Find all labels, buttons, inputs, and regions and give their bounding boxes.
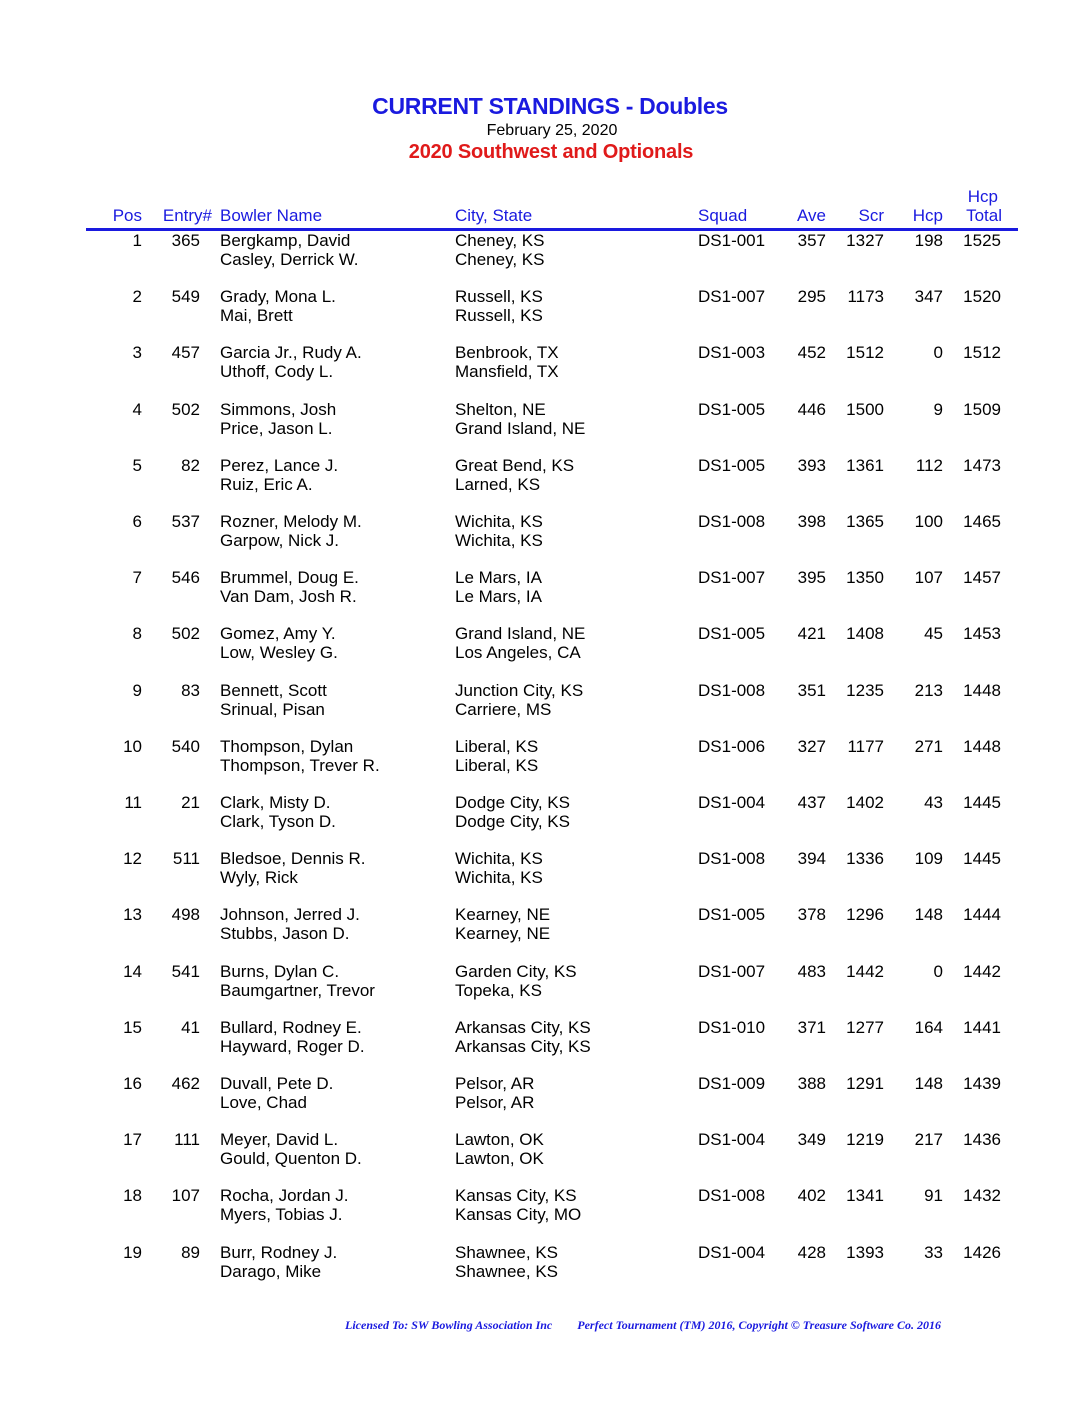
cell-pos: 3 bbox=[132, 343, 142, 363]
cell-ave: 483 bbox=[797, 961, 826, 981]
cell-pos: 15 bbox=[123, 1017, 142, 1037]
cell-total: 1457 bbox=[963, 568, 1001, 588]
column-header-pos: Pos bbox=[112, 206, 142, 225]
cell-squad: DS1-008 bbox=[698, 849, 766, 869]
cell-entry: 540 bbox=[171, 736, 200, 756]
cell-scr: 1512 bbox=[846, 343, 884, 363]
cell-hcp: 0 bbox=[933, 343, 943, 363]
cell-hcp: 213 bbox=[914, 680, 943, 700]
cell-scr: 1277 bbox=[846, 1017, 884, 1037]
cell-city-state: Liberal, KS bbox=[455, 755, 539, 775]
cell-bowler-name: Darago, Mike bbox=[220, 1261, 322, 1281]
cell-ave: 402 bbox=[797, 1186, 826, 1206]
cell-bowler-name: Garcia Jr., Rudy A. bbox=[220, 343, 362, 363]
cell-scr: 1177 bbox=[847, 736, 884, 756]
cell-bowler-name: Wyly, Rick bbox=[220, 868, 298, 888]
cell-entry: 541 bbox=[171, 961, 200, 981]
footer bbox=[345, 1318, 941, 1333]
cell-city-state: Mansfield, TX bbox=[455, 362, 559, 382]
cell-ave: 446 bbox=[797, 399, 826, 419]
cell-total: 1445 bbox=[963, 849, 1001, 869]
cell-scr: 1500 bbox=[846, 399, 884, 419]
cell-scr: 1173 bbox=[847, 287, 884, 307]
column-header-total: Total bbox=[966, 206, 1002, 225]
cell-pos: 17 bbox=[123, 1130, 142, 1150]
cell-hcp: 198 bbox=[914, 231, 943, 250]
cell-ave: 437 bbox=[797, 793, 826, 812]
cell-city-state: Los Angeles, CA bbox=[455, 643, 581, 663]
cell-squad: DS1-004 bbox=[698, 1130, 766, 1150]
cell-pos: 16 bbox=[123, 1074, 142, 1093]
cell-bowler-name: Duvall, Pete D. bbox=[220, 1074, 334, 1093]
cell-squad: DS1-005 bbox=[698, 455, 766, 475]
cell-bowler-name: Thompson, Dylan bbox=[220, 736, 354, 756]
cell-bowler-name: Brummel, Doug E. bbox=[220, 568, 359, 588]
cell-city-state: Kearney, NE bbox=[455, 905, 551, 925]
cell-total: 1512 bbox=[963, 343, 1001, 363]
cell-bowler-name: Clark, Misty D. bbox=[220, 793, 331, 812]
cell-bowler-name: Baumgartner, Trevor bbox=[220, 980, 375, 1000]
cell-city-state: Wichita, KS bbox=[455, 868, 543, 888]
cell-bowler-name: Bledsoe, Dennis R. bbox=[220, 849, 366, 869]
cell-city-state: Arkansas City, KS bbox=[455, 1017, 591, 1037]
cell-entry: 546 bbox=[171, 568, 200, 588]
cell-entry: 21 bbox=[181, 793, 200, 812]
cell-total: 1432 bbox=[963, 1186, 1001, 1206]
cell-pos: 5 bbox=[132, 455, 142, 475]
cell-pos: 11 bbox=[124, 793, 142, 812]
cell-entry: 498 bbox=[171, 905, 200, 925]
cell-bowler-name: Burr, Rodney J. bbox=[220, 1242, 338, 1262]
cell-hcp: 271 bbox=[914, 736, 943, 756]
cell-bowler-name: Bennett, Scott bbox=[220, 680, 327, 700]
cell-hcp: 91 bbox=[924, 1186, 943, 1206]
cell-hcp: 100 bbox=[914, 512, 943, 531]
cell-city-state: Topeka, KS bbox=[455, 980, 542, 1000]
cell-bowler-name: Hayward, Roger D. bbox=[220, 1036, 365, 1056]
column-header-entry: Entry# bbox=[162, 206, 212, 225]
cell-squad: DS1-005 bbox=[698, 399, 766, 419]
cell-city-state: Arkansas City, KS bbox=[455, 1036, 591, 1056]
cell-entry: 457 bbox=[171, 343, 200, 363]
cell-pos: 4 bbox=[132, 399, 142, 419]
cell-total: 1473 bbox=[963, 455, 1001, 475]
cell-city-state: Dodge City, KS bbox=[455, 793, 570, 812]
cell-bowler-name: Low, Wesley G. bbox=[220, 643, 338, 663]
cell-entry: 111 bbox=[174, 1130, 200, 1150]
cell-total: 1445 bbox=[963, 793, 1001, 812]
cell-entry: 41 bbox=[181, 1017, 200, 1037]
cell-city-state: Kansas City, KS bbox=[455, 1186, 577, 1206]
cell-entry: 107 bbox=[171, 1186, 200, 1206]
cell-hcp: 43 bbox=[924, 793, 943, 812]
cell-ave: 351 bbox=[797, 680, 826, 700]
cell-ave: 327 bbox=[797, 736, 826, 756]
cell-city-state: Cheney, KS bbox=[455, 231, 545, 250]
cell-squad: DS1-008 bbox=[698, 680, 766, 700]
cell-total: 1426 bbox=[963, 1242, 1001, 1262]
cell-hcp: 112 bbox=[915, 455, 943, 475]
cell-bowler-name: Bullard, Rodney E. bbox=[220, 1017, 362, 1037]
cell-squad: DS1-007 bbox=[698, 568, 766, 588]
cell-entry: 82 bbox=[181, 455, 200, 475]
cell-hcp: 45 bbox=[924, 624, 943, 644]
cell-entry: 365 bbox=[171, 231, 200, 250]
cell-bowler-name: Clark, Tyson D. bbox=[220, 812, 336, 831]
cell-bowler-name: Garpow, Nick J. bbox=[220, 531, 340, 550]
column-header-city: City, State bbox=[455, 206, 533, 225]
page-title: CURRENT STANDINGS - Doubles bbox=[372, 93, 728, 119]
cell-bowler-name: Perez, Lance J. bbox=[220, 455, 339, 475]
cell-hcp: 148 bbox=[914, 1074, 943, 1093]
footer-license: Licensed To: SW Bowling Association Inc bbox=[345, 1318, 553, 1332]
cell-squad: DS1-005 bbox=[698, 624, 766, 644]
cell-bowler-name: Van Dam, Josh R. bbox=[220, 587, 357, 607]
cell-scr: 1393 bbox=[846, 1242, 884, 1262]
cell-hcp: 148 bbox=[914, 905, 943, 925]
cell-city-state: Wichita, KS bbox=[455, 531, 543, 550]
cell-hcp: 347 bbox=[914, 287, 943, 307]
column-header-squad: Squad bbox=[698, 206, 748, 225]
tournament-name: 2020 Southwest and Optionals bbox=[408, 141, 694, 163]
cell-city-state: Pelsor, AR bbox=[455, 1074, 535, 1093]
cell-city-state: Grand Island, NE bbox=[455, 624, 586, 644]
cell-city-state: Pelsor, AR bbox=[455, 1093, 535, 1112]
cell-bowler-name: Meyer, David L. bbox=[220, 1130, 339, 1150]
cell-bowler-name: Grady, Mona L. bbox=[220, 287, 336, 307]
cell-scr: 1408 bbox=[846, 624, 884, 644]
cell-total: 1436 bbox=[963, 1130, 1001, 1150]
cell-city-state: Benbrook, TX bbox=[455, 343, 559, 363]
cell-city-state: Le Mars, IA bbox=[455, 587, 542, 607]
cell-pos: 13 bbox=[123, 905, 142, 925]
cell-ave: 378 bbox=[797, 905, 826, 925]
cell-ave: 393 bbox=[797, 455, 826, 475]
cell-bowler-name: Price, Jason L. bbox=[220, 418, 333, 438]
cell-total: 1520 bbox=[963, 287, 1001, 307]
cell-entry: 462 bbox=[171, 1074, 200, 1093]
cell-ave: 349 bbox=[797, 1130, 826, 1150]
cell-city-state: Carriere, MS bbox=[455, 699, 552, 719]
cell-pos: 18 bbox=[123, 1186, 142, 1206]
cell-city-state: Larned, KS bbox=[455, 474, 541, 494]
cell-pos: 19 bbox=[123, 1242, 142, 1262]
cell-entry: 502 bbox=[171, 399, 200, 419]
cell-squad: DS1-009 bbox=[698, 1074, 766, 1093]
cell-city-state: Garden City, KS bbox=[455, 961, 577, 981]
cell-scr: 1442 bbox=[846, 961, 884, 981]
footer-copyright: Perfect Tournament (TM) 2016, Copyright © Treasure Software Co. 2016 bbox=[577, 1318, 942, 1332]
cell-total: 1444 bbox=[963, 905, 1001, 925]
cell-hcp: 33 bbox=[924, 1242, 943, 1262]
cell-city-state: Liberal, KS bbox=[455, 736, 539, 756]
cell-hcp: 107 bbox=[914, 568, 943, 588]
cell-scr: 1361 bbox=[846, 455, 884, 475]
cell-bowler-name: Uthoff, Cody L. bbox=[220, 362, 334, 382]
cell-scr: 1235 bbox=[846, 680, 884, 700]
cell-squad: DS1-010 bbox=[698, 1017, 766, 1037]
cell-city-state: Russell, KS bbox=[455, 287, 543, 307]
cell-squad: DS1-008 bbox=[698, 1186, 766, 1206]
cell-city-state: Cheney, KS bbox=[455, 250, 545, 269]
cell-bowler-name: Mai, Brett bbox=[220, 306, 293, 326]
cell-ave: 398 bbox=[797, 512, 826, 531]
cell-entry: 502 bbox=[171, 624, 200, 644]
cell-bowler-name: Srinual, Pisan bbox=[220, 699, 325, 719]
cell-ave: 371 bbox=[797, 1017, 826, 1037]
cell-squad: DS1-007 bbox=[698, 287, 766, 307]
cell-ave: 357 bbox=[797, 231, 826, 250]
cell-scr: 1350 bbox=[846, 568, 884, 588]
cell-ave: 428 bbox=[797, 1242, 826, 1262]
cell-city-state: Lawton, OK bbox=[455, 1149, 544, 1169]
cell-total: 1448 bbox=[963, 680, 1001, 700]
cell-scr: 1336 bbox=[846, 849, 884, 869]
cell-hcp: 9 bbox=[933, 399, 943, 419]
cell-squad: DS1-003 bbox=[698, 343, 766, 363]
cell-squad: DS1-005 bbox=[698, 905, 766, 925]
cell-scr: 1327 bbox=[846, 231, 884, 250]
cell-ave: 394 bbox=[797, 849, 826, 869]
cell-scr: 1219 bbox=[846, 1130, 884, 1150]
cell-city-state: Grand Island, NE bbox=[455, 418, 586, 438]
cell-pos: 7 bbox=[132, 568, 142, 588]
cell-city-state: Lawton, OK bbox=[455, 1130, 544, 1150]
cell-ave: 452 bbox=[797, 343, 826, 363]
cell-scr: 1365 bbox=[846, 512, 884, 531]
cell-bowler-name: Simmons, Josh bbox=[220, 399, 337, 419]
cell-city-state: Junction City, KS bbox=[455, 680, 584, 700]
report-date: February 25, 2020 bbox=[486, 122, 618, 139]
cell-total: 1465 bbox=[963, 512, 1001, 531]
cell-city-state: Shelton, NE bbox=[455, 399, 546, 419]
cell-city-state: Russell, KS bbox=[455, 306, 543, 326]
cell-city-state: Shawnee, KS bbox=[455, 1242, 559, 1262]
cell-hcp: 164 bbox=[914, 1017, 943, 1037]
cell-scr: 1341 bbox=[846, 1186, 884, 1206]
cell-pos: 8 bbox=[132, 624, 142, 644]
cell-bowler-name: Stubbs, Jason D. bbox=[220, 924, 350, 944]
cell-bowler-name: Ruiz, Eric A. bbox=[220, 474, 313, 494]
cell-hcp: 0 bbox=[933, 961, 943, 981]
cell-pos: 14 bbox=[123, 961, 142, 981]
cell-pos: 1 bbox=[132, 231, 142, 250]
cell-total: 1441 bbox=[963, 1017, 1001, 1037]
cell-scr: 1402 bbox=[846, 793, 884, 812]
cell-scr: 1291 bbox=[846, 1074, 884, 1093]
cell-ave: 388 bbox=[797, 1074, 826, 1093]
cell-total: 1448 bbox=[963, 736, 1001, 756]
cell-city-state: Dodge City, KS bbox=[455, 812, 570, 831]
cell-city-state: Wichita, KS bbox=[455, 849, 543, 869]
cell-city-state: Shawnee, KS bbox=[455, 1261, 559, 1281]
cell-pos: 2 bbox=[132, 287, 142, 307]
cell-bowler-name: Burns, Dylan C. bbox=[220, 961, 340, 981]
cell-bowler-name: Myers, Tobias J. bbox=[220, 1205, 343, 1225]
cell-squad: DS1-004 bbox=[698, 793, 766, 812]
cell-squad: DS1-008 bbox=[698, 512, 766, 531]
cell-bowler-name: Johnson, Jerred J. bbox=[220, 905, 360, 925]
cell-city-state: Le Mars, IA bbox=[455, 568, 542, 588]
cell-bowler-name: Rocha, Jordan J. bbox=[220, 1186, 349, 1206]
cell-total: 1439 bbox=[963, 1074, 1001, 1093]
cell-entry: 89 bbox=[181, 1242, 200, 1262]
column-header-scr: Scr bbox=[858, 206, 884, 225]
cell-pos: 10 bbox=[123, 736, 142, 756]
cell-ave: 295 bbox=[797, 287, 826, 307]
cell-entry: 537 bbox=[171, 512, 200, 531]
cell-entry: 83 bbox=[181, 680, 200, 700]
cell-bowler-name: Gomez, Amy Y. bbox=[220, 624, 336, 644]
cell-squad: DS1-006 bbox=[698, 736, 766, 756]
cell-city-state: Kearney, NE bbox=[455, 924, 551, 944]
cell-squad: DS1-004 bbox=[698, 1242, 766, 1262]
cell-total: 1453 bbox=[963, 624, 1001, 644]
cell-ave: 395 bbox=[797, 568, 826, 588]
cell-total: 1509 bbox=[963, 399, 1001, 419]
cell-city-state: Great Bend, KS bbox=[455, 455, 575, 475]
cell-total: 1442 bbox=[963, 961, 1001, 981]
cell-bowler-name: Rozner, Melody M. bbox=[220, 512, 362, 531]
cell-hcp: 109 bbox=[914, 849, 943, 869]
cell-squad: DS1-007 bbox=[698, 961, 766, 981]
cell-bowler-name: Bergkamp, David bbox=[220, 231, 351, 250]
column-header-bowler: Bowler Name bbox=[220, 206, 323, 225]
cell-total: 1525 bbox=[963, 231, 1001, 250]
cell-city-state: Wichita, KS bbox=[455, 512, 543, 531]
cell-pos: 12 bbox=[123, 849, 142, 869]
cell-entry: 511 bbox=[172, 849, 200, 869]
cell-ave: 421 bbox=[797, 624, 826, 644]
cell-bowler-name: Casley, Derrick W. bbox=[220, 250, 359, 269]
cell-scr: 1296 bbox=[846, 905, 884, 925]
cell-pos: 6 bbox=[132, 512, 142, 531]
cell-squad: DS1-001 bbox=[698, 231, 766, 250]
cell-bowler-name: Love, Chad bbox=[220, 1093, 307, 1112]
column-header-total-top: Hcp bbox=[967, 187, 998, 206]
column-header-ave: Ave bbox=[797, 206, 826, 225]
cell-hcp: 217 bbox=[914, 1130, 943, 1150]
cell-entry: 549 bbox=[171, 287, 200, 307]
cell-bowler-name: Gould, Quenton D. bbox=[220, 1149, 362, 1169]
column-header-hcp: Hcp bbox=[912, 206, 943, 225]
cell-pos: 9 bbox=[132, 680, 142, 700]
cell-bowler-name: Thompson, Trever R. bbox=[220, 755, 380, 775]
cell-city-state: Kansas City, MO bbox=[455, 1205, 582, 1225]
